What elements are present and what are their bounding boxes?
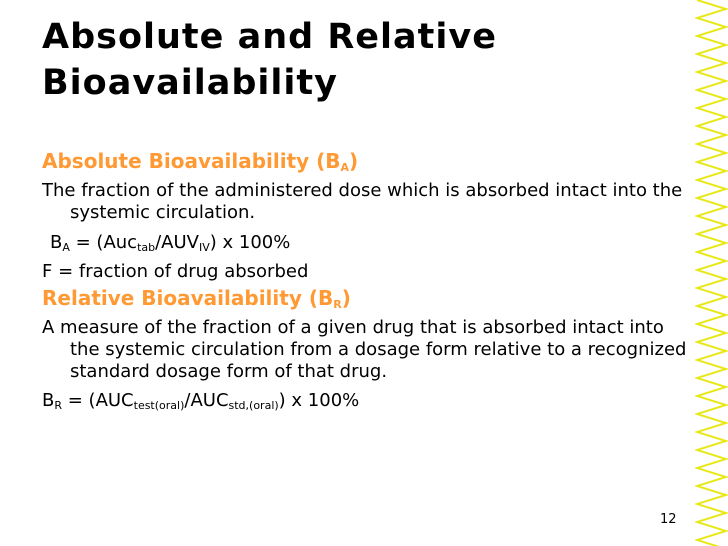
relative-bioavailability-heading: Relative Bioavailability $(B_R)$: [42, 286, 351, 311]
relative-definition: A measure of the fraction of a given drug that is absorbed intact into the systemic circulation from a dosage form relative to a recognized standard dosage form of that drug.: [42, 317, 687, 382]
slide-content: [42, 146, 692, 412]
relative-formula: $B_R = (AUC_{test(oral)}/AUC_{std,(oral)})$ x 100%: [42, 390, 360, 412]
absolute-formula: $B_A = (Auc_{tab}/AUV_{IV})$ x 100%: [50, 232, 291, 254]
slide-title-line-1: Absolute and Relative: [42, 17, 497, 57]
slide-title: [42, 14, 497, 106]
absolute-bioavailability-heading: Absolute Bioavailability $(B_A)$: [42, 149, 359, 174]
page-number: 12: [660, 512, 677, 527]
zigzag-decoration: [695, 0, 728, 546]
absolute-definition: The fraction of the administered dose which is absorbed intact into the systemic circulation.: [42, 180, 683, 223]
slide-title-line-2: Bioavailability: [42, 63, 338, 103]
absorbed-fraction-note: F = fraction of drug absorbed: [42, 261, 309, 282]
